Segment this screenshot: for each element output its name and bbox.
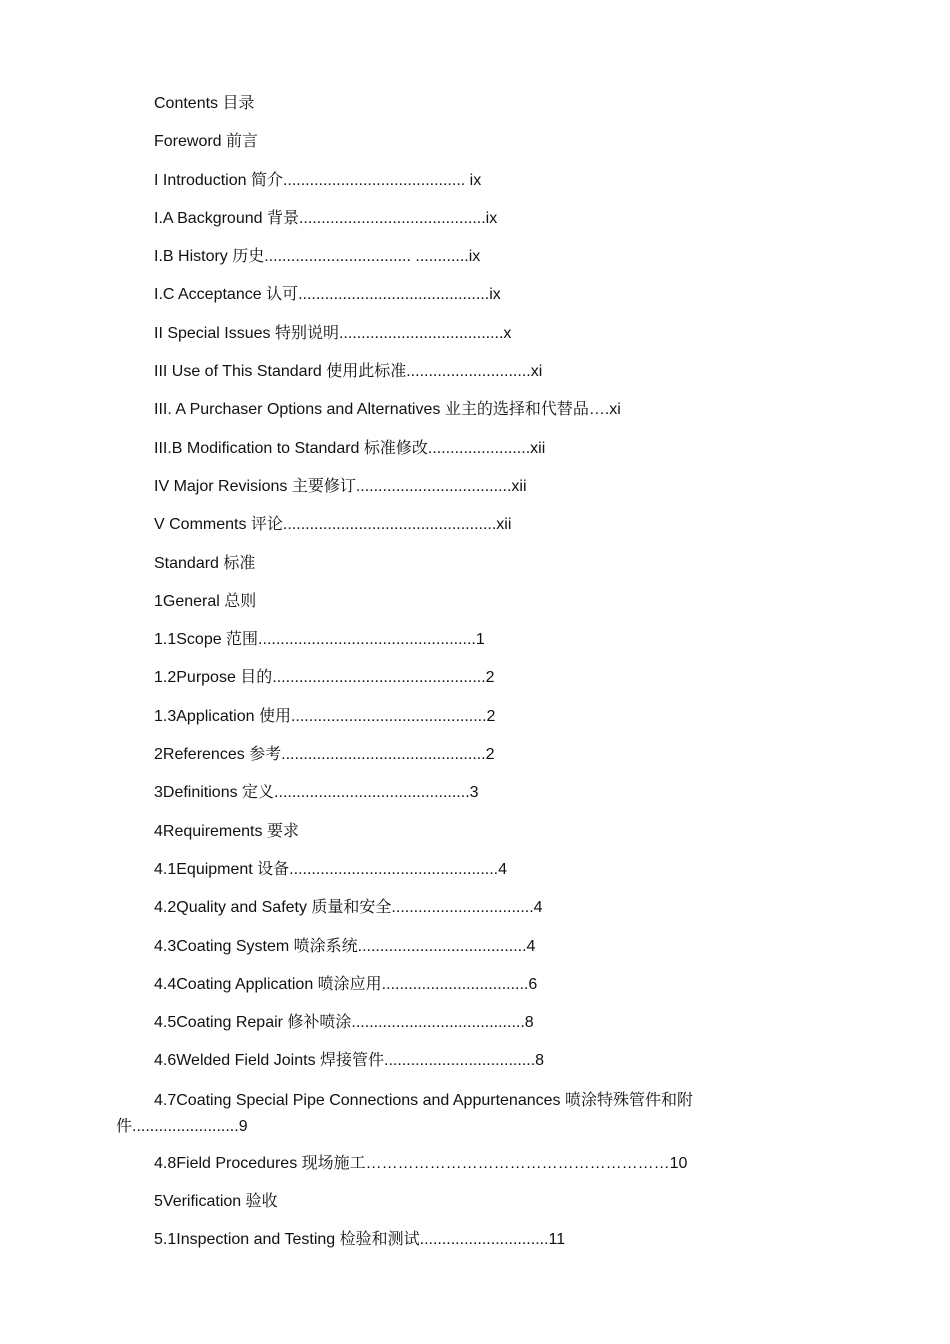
toc-entry: 1.3Application 使用............................................2: [154, 707, 496, 725]
toc-entry: 1.1Scope 范围.................................................1: [154, 631, 485, 649]
toc-entry: Standard 标准: [154, 554, 256, 572]
toc-entry: Contents 目录: [154, 95, 255, 112]
toc-entry: V Comments 评论................................................xii: [154, 516, 512, 534]
toc-entry: I.C Acceptance 认可...........................................ix: [154, 286, 501, 304]
toc-entry: III Use of This Standard 使用此标准............................xi: [154, 363, 543, 381]
toc-entry: Foreword 前言: [154, 133, 259, 151]
toc-entry: 4Requirements 要求: [154, 822, 299, 840]
toc-entry: I Introduction 简介......................................... ix: [154, 171, 482, 189]
toc-entry: III. A Purchaser Options and Alternatives 业主的选择和代替品….xi: [154, 401, 621, 419]
toc-entry: 4.8Field Procedures 现场施工…………………………………………………10: [154, 1154, 688, 1172]
toc-entry: 4.6Welded Field Joints 焊接管件..................................8: [154, 1052, 545, 1070]
toc-entry: 3Definitions 定义............................................3: [154, 784, 479, 802]
toc-entry: 2References 参考..............................................2: [154, 746, 495, 764]
table-of-contents: [0, 92, 950, 1267]
toc-entry: 4.2Quality and Safety 质量和安全................................4: [154, 899, 543, 917]
toc-entry: III.B Modification to Standard 标准修改.......................xii: [154, 439, 546, 457]
toc-entry: 4.4Coating Application 喷涂应用.................................6: [154, 975, 538, 993]
toc-entry: 5Verification 验收: [154, 1193, 278, 1211]
toc-entry: 1.2Purpose 目的................................................2: [154, 669, 495, 687]
toc-entry: 4.7Coating Special Pipe Connections and Appurtenances 喷涂特殊管件和附件........................9: [116, 1091, 693, 1135]
toc-entry: I.B History 历史................................. ............ix: [154, 248, 481, 266]
toc-entry: 4.1Equipment 设备...............................................4: [154, 860, 508, 878]
toc-entry: 1General 总则: [154, 592, 257, 610]
toc-entry: I.A Background 背景..........................................ix: [154, 209, 498, 227]
toc-entry: IV Major Revisions 主要修订...................................xii: [154, 477, 527, 495]
toc-entry: 4.3Coating System 喷涂系统......................................4: [154, 937, 536, 955]
toc-entry: 4.5Coating Repair 修补喷涂.......................................8: [154, 1014, 534, 1032]
toc-entry: II Special Issues 特别说明.....................................x: [154, 324, 512, 342]
toc-entry: 5.1Inspection and Testing 检验和测试.............................11: [154, 1231, 566, 1249]
